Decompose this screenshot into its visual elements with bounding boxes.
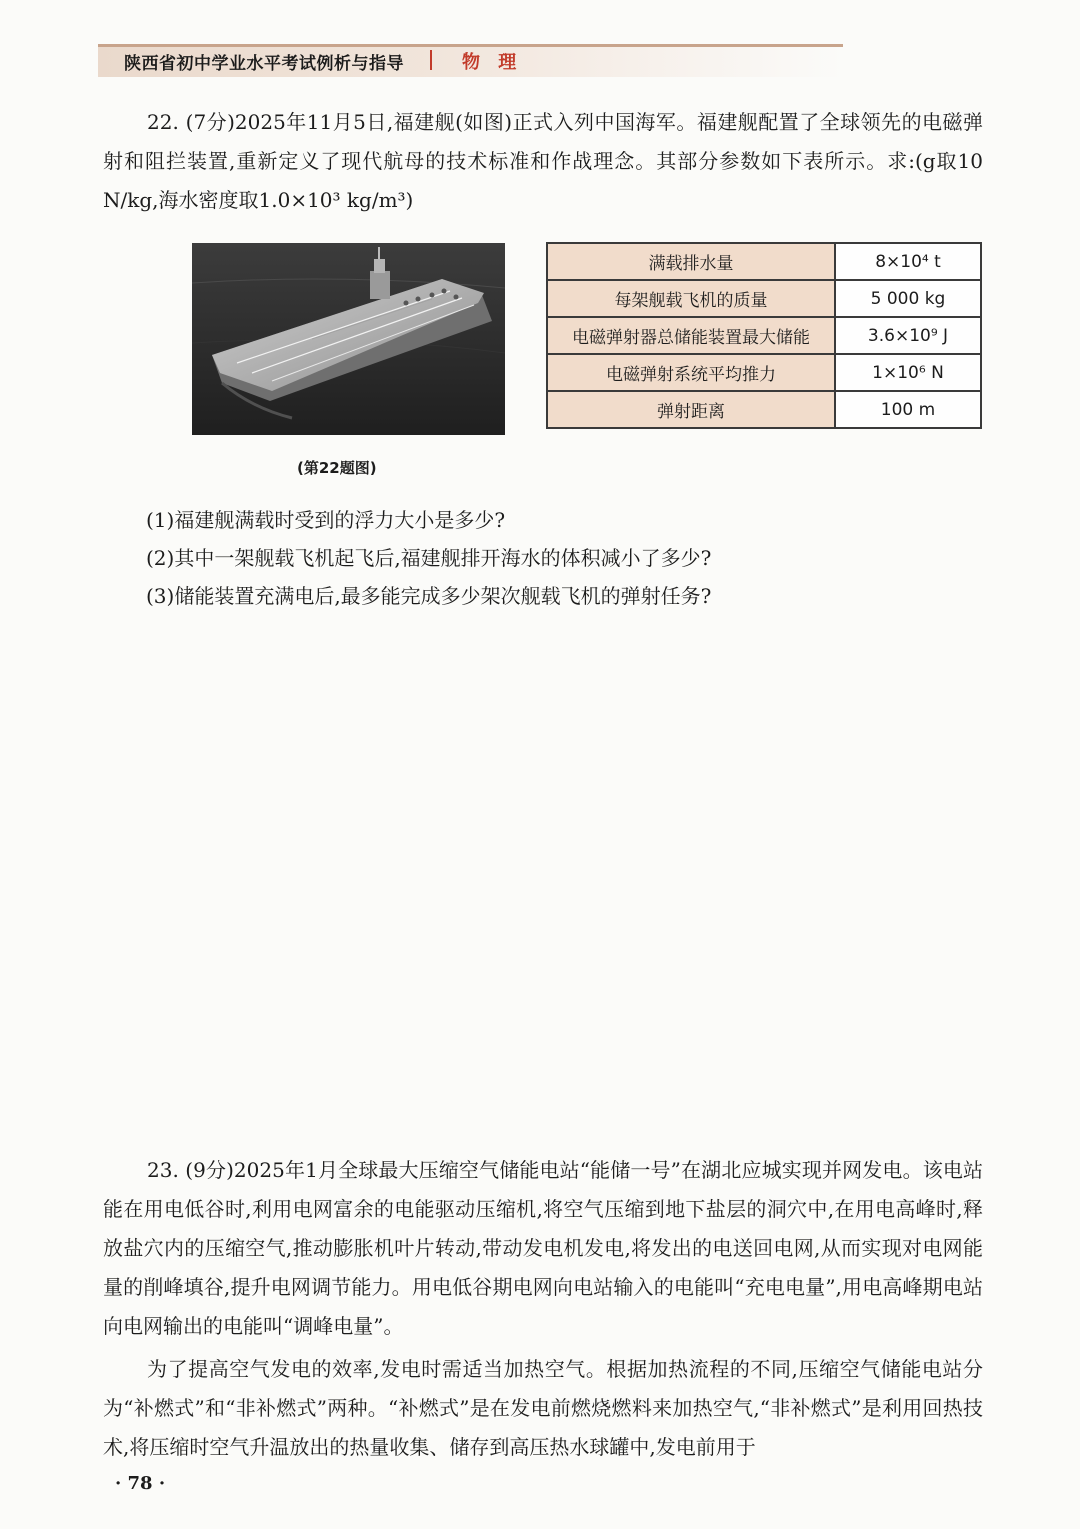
table-cell-label: 电磁弹射器总储能装置最大储能 bbox=[547, 317, 835, 354]
table-row bbox=[547, 280, 981, 317]
q22-sub-question-3: (3)储能装置充满电后,最多能完成多少架次舰载飞机的弹射任务? bbox=[146, 584, 712, 608]
figure-caption: (第22题图) bbox=[297, 459, 377, 477]
carrier-illustration bbox=[192, 243, 505, 435]
q23-paragraph-2: 为了提高空气发电的效率,发电时需适当加热空气。根据加热流程的不同,压缩空气储能电站分为“补燃式”和“非补燃式”两种。“补燃式”是在发电前燃烧燃料来加热空气,“非补燃式”是利用回热技术,将压缩时空气升温放出的热量收集、储存到高压热水球罐中,发电前用于 bbox=[103, 1357, 983, 1459]
page-number: · 78 · bbox=[115, 1473, 166, 1494]
table-row bbox=[547, 317, 981, 354]
table-cell-label: 弹射距离 bbox=[547, 391, 835, 428]
table-cell-value: 3.6×10⁹ J bbox=[835, 317, 981, 354]
book-title: 陕西省初中学业水平考试例析与指导 bbox=[124, 54, 404, 74]
table-cell-value: 1×10⁶ N bbox=[835, 354, 981, 391]
carrier-photo bbox=[192, 243, 505, 435]
table-row bbox=[547, 354, 981, 391]
table-cell-label: 每架舰载飞机的质量 bbox=[547, 280, 835, 317]
table-cell-label: 电磁弹射系统平均推力 bbox=[547, 354, 835, 391]
table-row bbox=[547, 391, 981, 428]
header-divider bbox=[430, 50, 432, 70]
q22-intro-text: 22. (7分)2025年11月5日,福建舰(如图)正式入列中国海军。福建舰配置了全球领先的电磁弹射和阻拦装置,重新定义了现代航母的技术标准和作战理念。其部分参数如下表所示。求:(g取10 N/kg,海水密度取1.0×10³ kg/m³) bbox=[103, 110, 983, 212]
subject-label: 物 理 bbox=[462, 52, 523, 73]
q23-paragraph-1: 23. (9分)2025年1月全球最大压缩空气储能电站“能储一号”在湖北应城实现并网发电。该电站能在用电低谷时,利用电网富余的电能驱动压缩机,将空气压缩到地下盐层的洞穴中,在用电高峰时,释放盐穴内的压缩空气,推动膨胀机叶片转动,带动发电机发电,将发出的电送回电网,从而实现对电网能量的削峰填谷,提升电网调节能力。用电低谷期电网向电站输入的电能叫“充电电量”,用电高峰期电站向电网输出的电能叫“调峰电量”。 bbox=[103, 1158, 983, 1338]
table-cell-value: 100 m bbox=[835, 391, 981, 428]
q22-sub-question-2: (2)其中一架舰载飞机起飞后,福建舰排开海水的体积减小了多少? bbox=[146, 546, 712, 570]
table-cell-value: 8×10⁴ t bbox=[835, 243, 981, 280]
parameter-table bbox=[546, 242, 982, 429]
q23-body bbox=[103, 1151, 983, 1467]
q22-intro bbox=[103, 103, 983, 220]
table-cell-label: 满载排水量 bbox=[547, 243, 835, 280]
table-row bbox=[547, 243, 981, 280]
table-cell-value: 5 000 kg bbox=[835, 280, 981, 317]
q22-sub-question-1: (1)福建舰满载时受到的浮力大小是多少? bbox=[146, 508, 506, 532]
